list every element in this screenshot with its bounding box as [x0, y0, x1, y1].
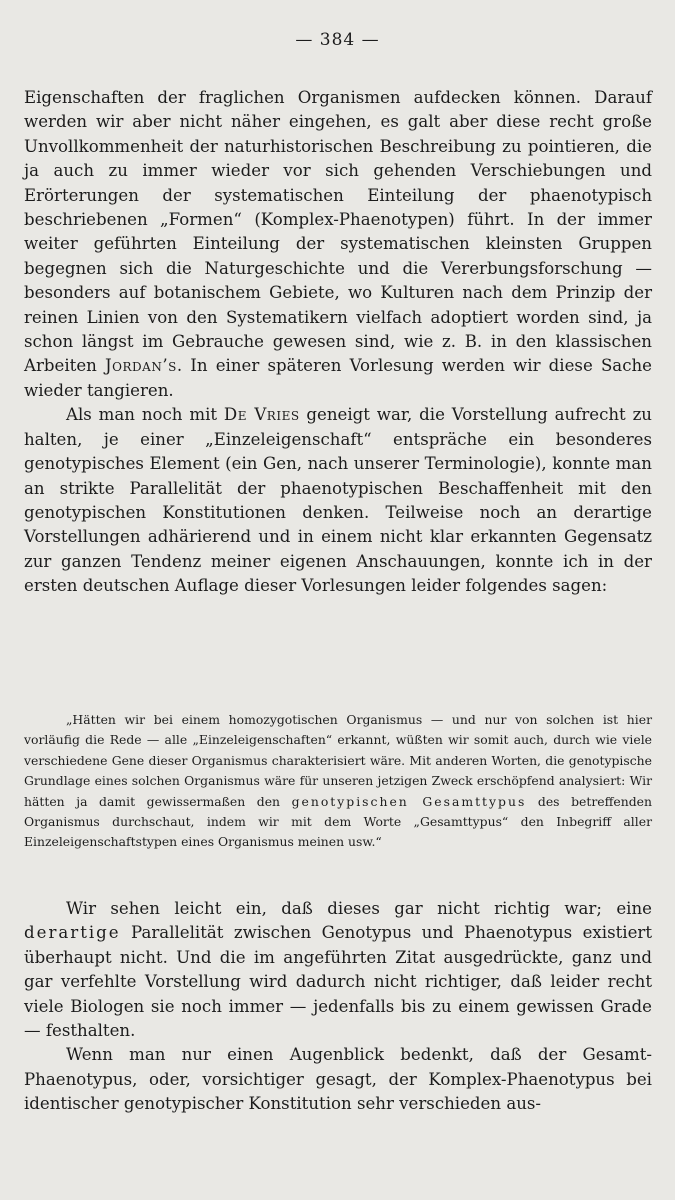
main-text-block-2 — [24, 897, 652, 1117]
paragraph-1-text: Eigenschaften der fraglichen Organismen aufdecken können. Darauf werden wir aber nicht näher eingehen, es galt aber diese recht große Unvollkommenheit der naturhistorischen Beschreibung zu pointieren, die ja auch zu immer wieder vor sich gehenden Verschiebungen und Erörterungen der systematischen Einteilung der phaenotypisch beschriebenen „Formen“ (Komplex-Phaenotypen) führt. In der immer weiter geführten Einteilung der systematischen kleinsten Gruppen begegnen sich die Naturgeschichte und die Vererbungsforschung — besonders auf botanischem Gebiete, wo Kulturen nach dem Prinzip der reinen Linien von den Systematikern vielfach adoptiert worden sind, ja schon längst im Gebrauche gewesen sind, wie z. B. in den klassischen Arbeiten — [24, 88, 652, 376]
block-quote — [24, 710, 652, 853]
paragraph-3-start: Wir sehen leicht ein, daß dieses gar nicht richtig war; eine — [66, 899, 652, 918]
paragraph-4: Wenn man nur einen Augenblick bedenkt, daß der Gesamt-Phaenotypus, oder, vorsichtiger gesagt, der Komplex-Phaenotypus bei identischer genotypischer Konstitution sehr verschieden aus- — [24, 1045, 652, 1114]
main-text-block-1 — [24, 86, 652, 599]
quote-end: des betreffenden Organismus durchschaut, indem wir mit dem Worte „Gesamttypus“ den Inbegriff aller Einzeleigenschaftstypen eines Organismus meinen usw.“ — [24, 793, 652, 850]
quote-paragraph — [24, 710, 652, 853]
author-name-jordan: Jordan’s — [105, 356, 177, 376]
author-name-de-vries: De Vries — [223, 405, 300, 425]
quote-emphasis: genotypischen Gesamttypus — [291, 793, 527, 809]
paragraph-1-end: . In einer späteren Vorlesung werden wir diese Sache wieder tangieren. — [24, 356, 653, 400]
paragraph-2 — [24, 403, 652, 598]
paragraph-3-end: Parallelität zwischen Genotypus und Phaenotypus existiert überhaupt nicht. Und die im angeführten Zitat ausgedrückte, ganz und gar verfehlte Vorstellung wird dadurch nicht richtiger, daß leider recht viele Biologen sie noch immer — jedenfalls bis zu einem gewissen Grade — festhalten. — [24, 923, 652, 1041]
page-number: — 384 — — [295, 30, 380, 50]
quote-start: „Hätten wir bei einem homozygotischen Organismus — und nur von solchen ist hier vorläufig die Rede — alle „Einzeleigenschaften“ erkannt, wüßten wir somit auch, durch wie viele verschiedene Gene dieser Organismus charakterisiert wäre. Mit anderen Worten, die genotypische Grundlage eines solchen Organismus wäre für unseren jetzigen Zweck erschöpfend analysiert: Wir hätten ja damit gewissermaßen den — [24, 712, 652, 809]
paragraph-3-emphasis: derartige — [24, 923, 121, 943]
paragraph-3 — [24, 897, 652, 1043]
paragraph-2-start: Als man noch mit — [66, 405, 224, 425]
paragraph-1 — [24, 86, 652, 403]
paragraph-2-end: geneigt war, die Vorstellung aufrecht zu halten, je einer „Einzeleigenschaft“ entspräche ein besonderes genotypisches Element (ein Gen, nach unserer Terminologie), konnte man an strikte Parallelität der phaenotypischen Beschaffenheit mit den genotypischen Konstitutionen denken. Teilweise noch an derartige Vorstellungen adhärierend und in einem nicht klar erkannten Gegensatz zur ganzen Tendenz meiner eigenen Anschauungen, konnte ich in der ersten deutschen Auflage dieser Vorlesungen leider folgendes sagen: — [24, 405, 652, 596]
